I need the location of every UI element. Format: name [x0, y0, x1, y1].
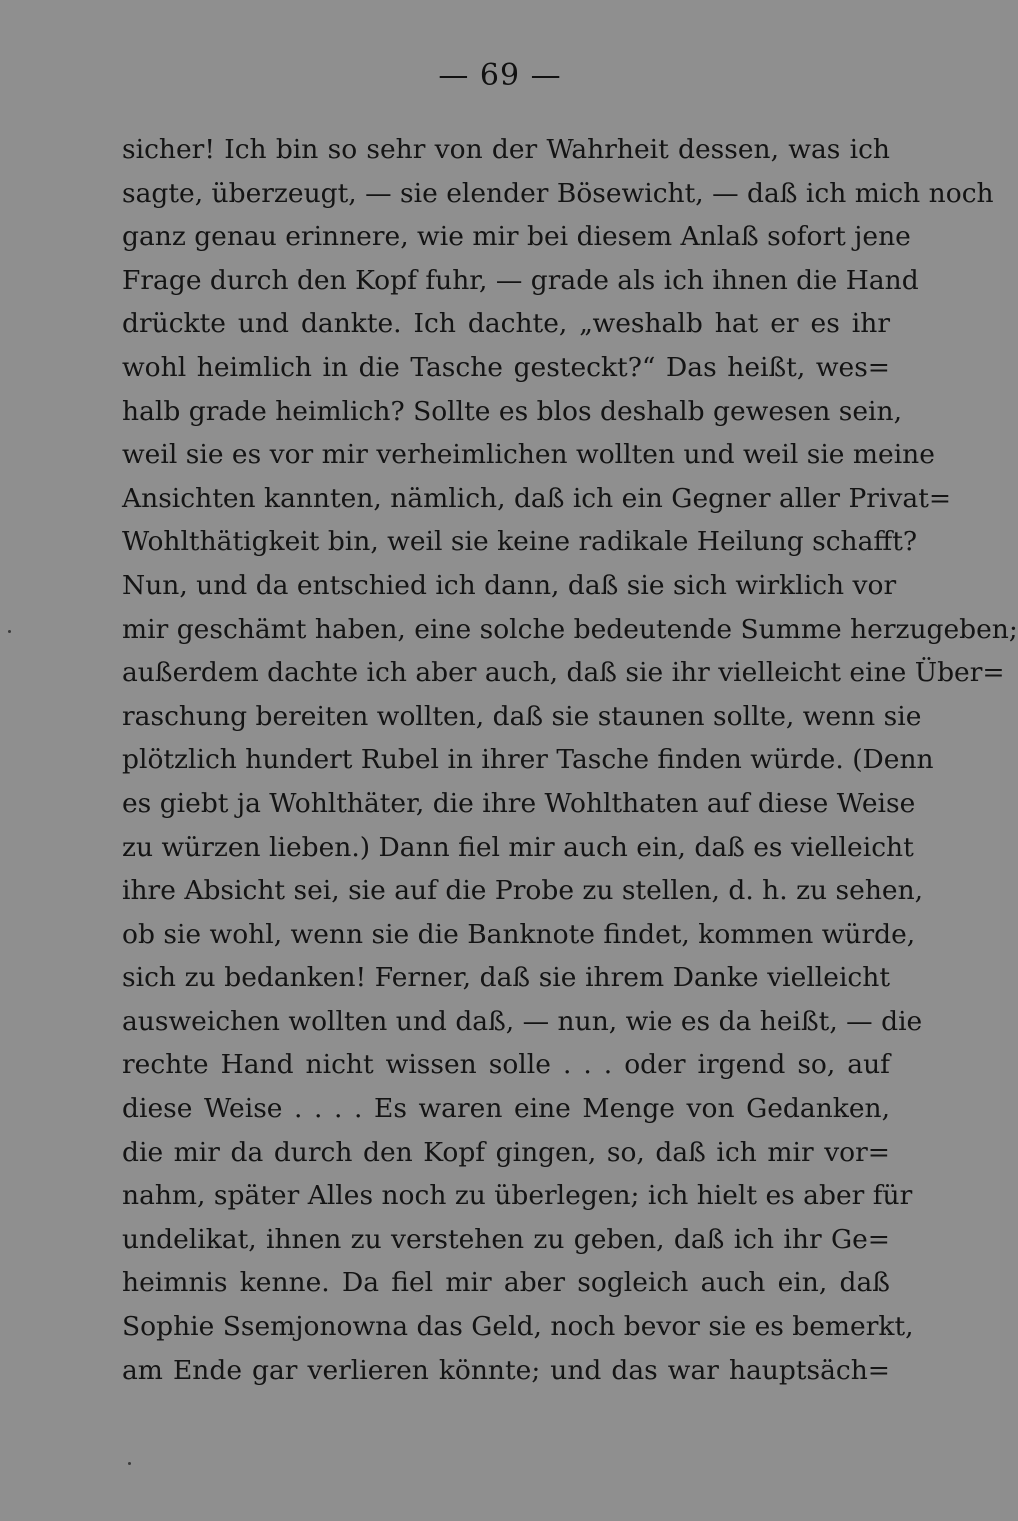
paper-speck	[128, 1462, 131, 1465]
text-line: Frage durch den Kopf fuhr, — grade als ich ihnen die Hand	[122, 264, 919, 296]
text-line: rechte Hand nicht wissen solle . . . oder irgend so, auf	[122, 1049, 890, 1081]
text-line: undelikat, ihnen zu verstehen zu geben, daß ich ihr Ge=	[122, 1223, 890, 1255]
text-line: sagte, überzeugt, — sie elender Bösewicht, — daß ich mich noch	[122, 177, 994, 209]
text-line: wohl heimlich in die Tasche gesteckt?“ Das heißt, wes=	[122, 351, 890, 383]
text-line: ob sie wohl, wenn sie die Banknote findet, kommen würde,	[122, 918, 916, 950]
text-line: Nun, und da entschied ich dann, daß sie sich wirklich vor	[122, 569, 897, 601]
text-line: weil sie es vor mir verheimlichen wollten und weil sie meine	[122, 439, 935, 471]
body-text	[122, 128, 1018, 1392]
text-line: Wohlthätigkeit bin, weil sie keine radikale Heilung schafft?	[122, 526, 918, 558]
text-line: es giebt ja Wohlthäter, die ihre Wohlthaten auf diese Weise	[122, 787, 916, 819]
text-line: plötzlich hundert Rubel in ihrer Tasche finden würde. (Denn	[122, 744, 934, 776]
text-line: ihre Absicht sei, sie auf die Probe zu stellen, d. h. zu sehen,	[122, 875, 924, 907]
text-line: diese Weise . . . . Es waren eine Menge von Gedanken,	[122, 1093, 890, 1125]
text-line: sicher! Ich bin so sehr von der Wahrheit dessen, was ich	[122, 134, 890, 165]
text-line: ausweichen wollten und daß, — nun, wie es da heißt, — die	[122, 1005, 923, 1037]
paper-speck	[8, 630, 11, 633]
text-line: heimnis kenne. Da fiel mir aber sogleich auch ein, daß	[122, 1267, 890, 1299]
text-line: drückte und dankte. Ich dachte, „weshalb hat er es ihr	[122, 308, 890, 340]
text-line: ganz genau erinnere, wie mir bei diesem Anlaß sofort jene	[122, 221, 911, 253]
text-line: die mir da durch den Kopf gingen, so, daß ich mir vor=	[122, 1136, 890, 1168]
text-line: Sophie Ssemjonowna das Geld, noch bevor sie es bemerkt,	[122, 1311, 914, 1343]
text-line: raschung bereiten wollten, daß sie staunen sollte, wenn sie	[122, 700, 922, 732]
text-line: außerdem dachte ich aber auch, daß sie ihr vielleicht eine Über=	[122, 657, 1005, 689]
text-line: halb grade heimlich? Sollte es blos deshalb gewesen sein,	[122, 395, 903, 427]
text-line: mir geschämt haben, eine solche bedeutende Summe herzugeben;	[122, 613, 1018, 645]
text-line: sich zu bedanken! Ferner, daß sie ihrem Danke vielleicht	[122, 962, 890, 994]
text-line: zu würzen lieben.) Dann fiel mir auch ein, daß es vielleicht	[122, 831, 914, 863]
text-line: nahm, später Alles noch zu überlegen; ich hielt es aber für	[122, 1180, 913, 1212]
text-line: Ansichten kannten, nämlich, daß ich ein Gegner aller Privat=	[122, 482, 952, 514]
text-line: am Ende gar verlieren könnte; und das war hauptsäch=	[122, 1354, 890, 1386]
page-number: — 69 —	[438, 58, 562, 93]
